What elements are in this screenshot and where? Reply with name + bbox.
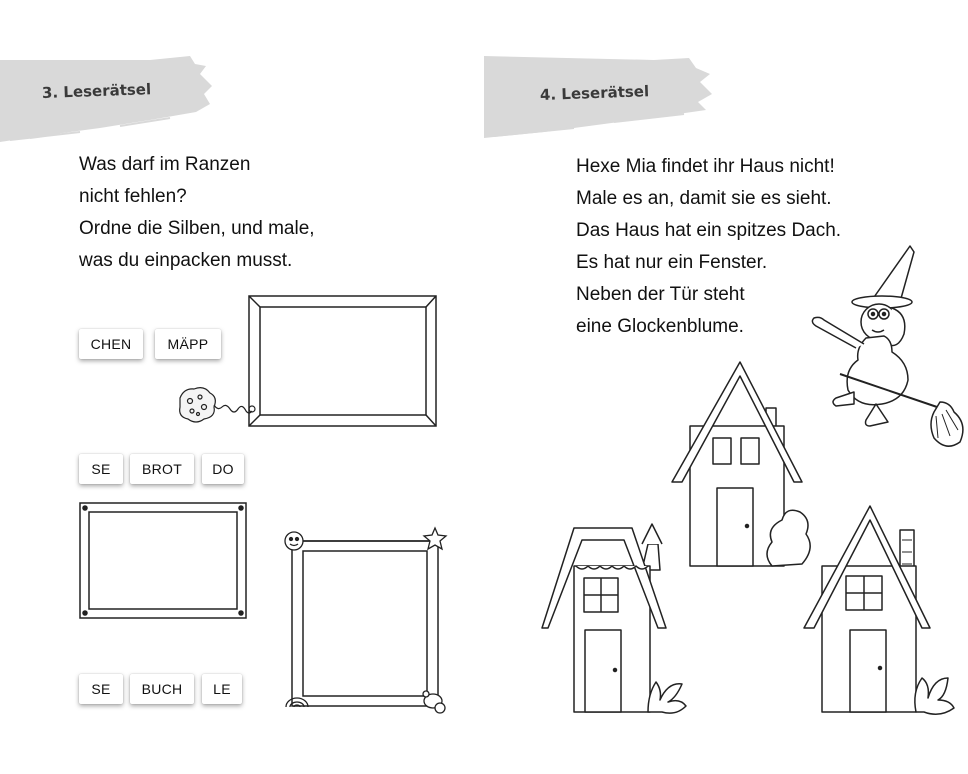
instruction-line: Hexe Mia findet ihr Haus nicht! [576, 156, 835, 177]
section-title: 3. Leserätsel [41, 80, 152, 102]
instruction-line: Was darf im Ranzen [79, 154, 251, 175]
syllable-card[interactable]: CHEN [79, 329, 143, 359]
syllable-card[interactable]: LE [202, 674, 242, 704]
drawing-frame-2[interactable] [80, 503, 246, 618]
badge-icon [285, 532, 303, 550]
syllable-card[interactable]: BUCH [130, 674, 194, 704]
syllable-card[interactable]: MÄPP [155, 329, 221, 359]
house-illustration[interactable] [542, 524, 686, 713]
house-illustration[interactable] [804, 506, 954, 714]
right-page [484, 0, 968, 774]
syllable-card[interactable]: DO [202, 454, 244, 484]
section-title: 4. Leserätsel [539, 82, 650, 104]
pacifier-icon [423, 691, 445, 713]
instruction-line: Ordne die Silben, und male, [79, 218, 315, 239]
instruction-line: Es hat nur ein Fenster. [576, 252, 768, 273]
instruction-line: was du einpacken musst. [79, 250, 293, 271]
witch-on-broom-illustration [812, 246, 963, 446]
instruction-line: Neben der Tür steht [576, 284, 745, 305]
instruction-line: Male es an, damit sie es sieht. [576, 188, 832, 209]
instruction-line: eine Glockenblume. [576, 316, 744, 337]
instruction-line: nicht fehlen? [79, 186, 187, 207]
house-illustration[interactable] [672, 362, 810, 566]
cookie-keychain-icon [180, 388, 255, 422]
syllable-card[interactable]: BROT [130, 454, 194, 484]
drawing-frame-1[interactable] [249, 296, 436, 426]
syllable-card[interactable]: SE [79, 454, 123, 484]
drawing-frame-3[interactable] [292, 541, 438, 706]
instruction-line: Das Haus hat ein spitzes Dach. [576, 220, 842, 241]
syllable-card[interactable]: SE [79, 674, 123, 704]
illustration [484, 0, 968, 774]
